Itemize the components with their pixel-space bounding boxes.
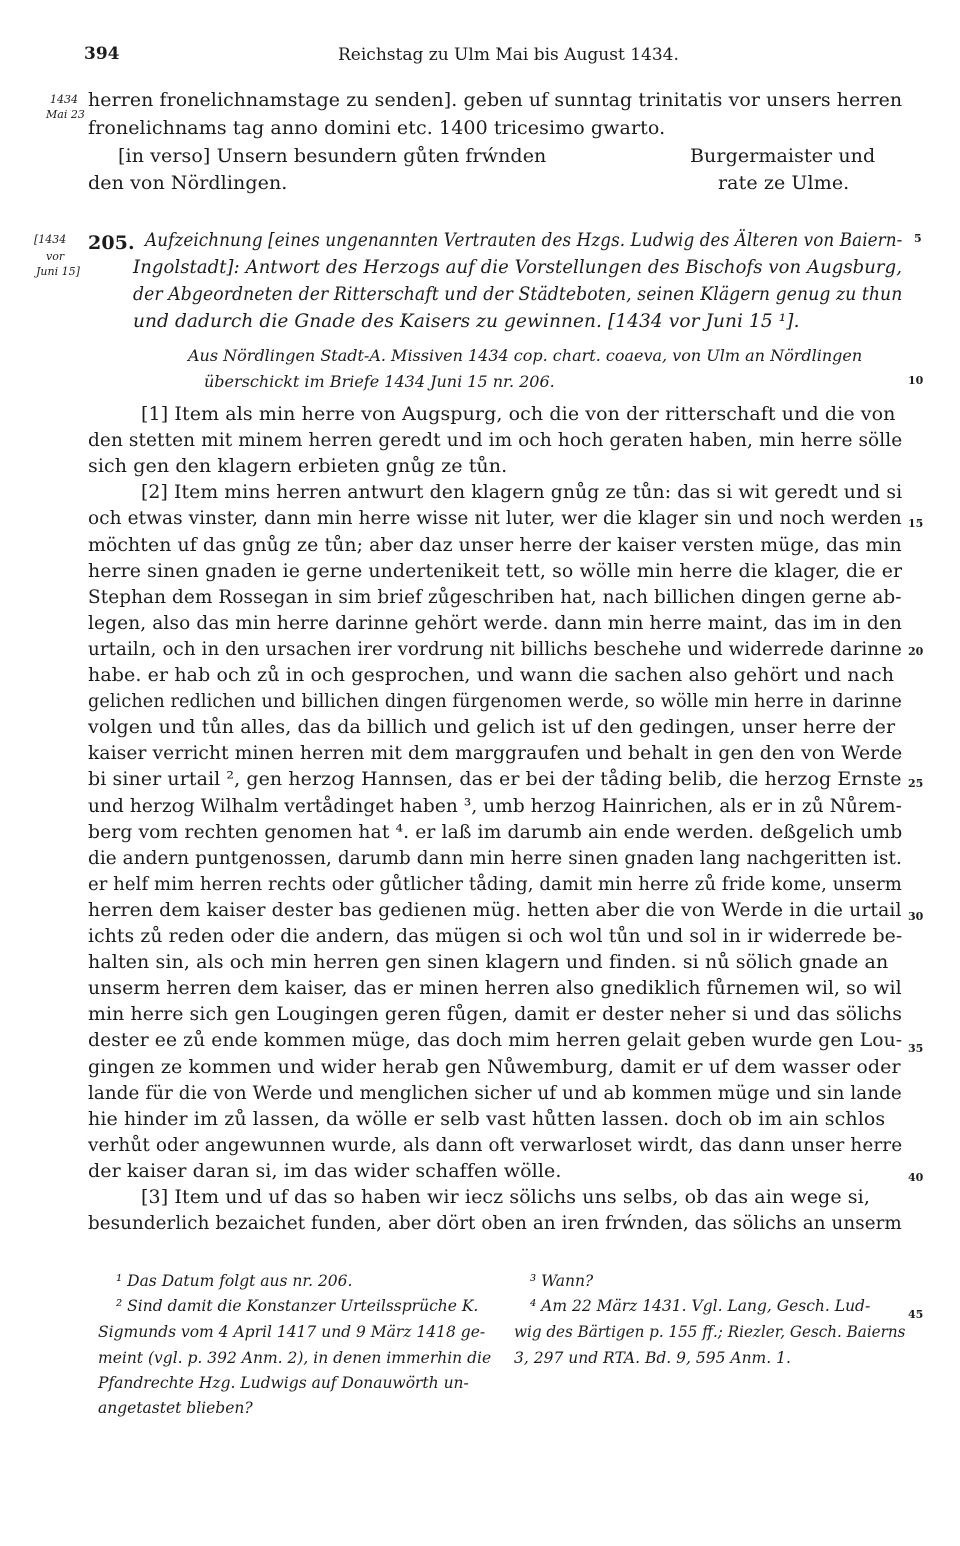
top-line-1: herren fronelichnamstage zu senden]. geben uf sunntag trinitatis vor unsers herren: [88, 89, 903, 111]
running-title: Reichstag zu Ulm Mai bis August 1434.: [338, 45, 679, 65]
line-number: 30: [908, 910, 924, 923]
doc-margin-year: [1434: [34, 233, 67, 246]
body-line: hie hinder im zů lassen, da wölle er selb vast hůtten lassen. doch ob im ain schlos: [88, 1108, 886, 1130]
body-line: verhůt oder angewunnen wurde, als dann oft verwarloset wirdt, das dann unser herre: [88, 1134, 903, 1156]
footnote-left-line: ² Sind damit die Konstanzer Urteilssprüche K.: [116, 1297, 479, 1315]
body-line: [3] Item und uf das so haben wir iecz sölichs uns selbs, ob das ain wege si,: [141, 1186, 870, 1208]
margin-date: Mai 23: [46, 108, 85, 121]
doc-margin-date: Juni 15]: [36, 265, 80, 278]
footnote-right-line: 3, 297 und RTA. Bd. 9, 595 Anm. 1.: [514, 1349, 791, 1367]
footnote-right-line: wig des Bärtigen p. 155 ff.; Riezler, Gesch. Baierns: [514, 1323, 906, 1341]
body-line: [1] Item als min herre von Augspurg, och die von der ritterschaft und die von: [141, 403, 896, 425]
body-line: ichts zů reden oder die andern, das mügen si och wol tůn und sol in ir widerrede be-: [88, 925, 903, 947]
address-line-2: den von Nördlingen.: [88, 172, 288, 194]
body-line: und herzog Wilhalm vertådinget haben ³, umb herzog Hainrichen, als er in zů Nůrem-: [88, 795, 902, 817]
body-line: berg vom rechten genomen hat ⁴. er laß im darumb ain ende werden. deßgelich umb: [88, 821, 903, 843]
body-line: herre sinen gnaden ie gerne undertenikeit tett, so wölle min herre die klager, die er: [88, 560, 903, 582]
footnote-left-line: ¹ Das Datum folgt aus nr. 206.: [116, 1272, 353, 1290]
body-line: urtailn, och in den ursachen irer vordrung nit billichs beschehe und widerrede darinne: [88, 638, 902, 660]
footnote-left-line: meint (vgl. p. 392 Anm. 2), in denen immerhin die: [98, 1349, 492, 1367]
line-number: 45: [908, 1308, 924, 1321]
body-line: halten sin, als och min herren gen sinen klagern und finden. si nů sölich gnade an: [88, 951, 889, 973]
line-number: 15: [908, 517, 924, 530]
body-line: lande für die von Werde und menglichen sicher uf und ab kommen müge und sin lande: [88, 1082, 902, 1104]
body-line: möchten uf das gnůg ze tůn; aber daz unser herre der kaiser versten müge, das min: [88, 534, 902, 556]
footnote-left-line: Pfandrechte Hzg. Ludwigs auf Donauwörth un-: [98, 1374, 469, 1392]
body-line: der kaiser daran si, im das wider schaffen wölle.: [88, 1160, 562, 1182]
body-line: unserm herren dem kaiser, das er minen herren also gnediklich fůrnemen wil, so wil: [88, 977, 902, 999]
body-line: kaiser verricht minen herren mit dem marggraufen und behalt in gen den von Werde: [88, 742, 903, 764]
body-line: er helf mim herren rechts oder gůtlicher tåding, damit min herre zů fride kome, unserm: [88, 873, 902, 895]
footnote-right-line: ³ Wann?: [530, 1272, 594, 1290]
body-line: Stephan dem Rossegan in sim brief zůgeschriben hat, nach billichen dingen gerne ab-: [88, 586, 902, 608]
line-number: 25: [908, 777, 924, 790]
footnote-left-line: angetastet blieben?: [98, 1399, 253, 1417]
body-line: och etwas vinster, dann min herre wisse nit luter, wer die klager sin und noch werden: [88, 507, 902, 529]
body-line: die andern puntgenossen, darumb dann min herre sinen gnaden lang nachgeritten ist.: [88, 847, 902, 869]
body-line: legen, also das min herre darinne gehört werde. dann min herre maint, das im in den: [88, 612, 902, 634]
footnote-right-line: ⁴ Am 22 März 1431. Vgl. Lang, Gesch. Lud-: [530, 1297, 871, 1315]
margin-year: 1434: [50, 93, 78, 106]
source-line-2: überschickt im Briefe 1434 Juni 15 nr. 206.: [204, 372, 555, 391]
body-line: min herre sich gen Lougingen geren fůgen, damit er dester neher si und das sölichs: [88, 1003, 903, 1025]
source-line-1: Aus Nördlingen Stadt-A. Missiven 1434 cop. chart. coaeva, von Ulm an Nördlingen: [188, 346, 863, 365]
document-title-4: und dadurch die Gnade des Kaisers zu gewinnen. [1434 vor Juni 15 ¹].: [133, 311, 800, 332]
body-line: habe. er hab och zů in och gesprochen, und wann die sachen also gehört und nach: [88, 664, 895, 686]
line-number: 5: [914, 232, 922, 245]
document-title-1: Aufzeichnung [eines ungenannten Vertrauten des Hzgs. Ludwig des Älteren von Baiern-: [145, 230, 903, 251]
doc-margin-vor: vor: [46, 250, 65, 263]
footnote-left-line: Sigmunds vom 4 April 1417 und 9 März 1418 ge-: [98, 1323, 486, 1341]
line-number: 35: [908, 1042, 924, 1055]
body-line: [2] Item mins herren antwurt den klagern gnůg ze tůn: das si wit geredt und si: [141, 481, 903, 503]
document-title-3: der Abgeordneten der Ritterschaft und der Städteboten, seinen Klägern genug zu thun: [133, 284, 903, 305]
body-line: volgen und tůn alles, das da billich und gelich ist uf den gedingen, unser herre der: [88, 716, 896, 738]
body-line: den stetten mit minem herren geredt und im och hoch geraten haben, min herre sölle: [88, 429, 903, 451]
body-line: sich gen den klagern erbieten gnůg ze tůn.: [88, 455, 508, 477]
body-line: gelichen redlichen und billichen dingen fürgenomen werde, so wölle min herre in darinne: [88, 690, 902, 712]
address-line-1: [in verso] Unsern besundern gůten frẃnden: [118, 145, 547, 167]
body-line: bi siner urtail ², gen herzog Hannsen, das er bei der tåding belib, die herzog Ernste: [88, 768, 902, 790]
body-line: dester ee zů ende kommen müge, das doch mim herren gelait geben wurde gen Lou-: [88, 1029, 903, 1051]
signature-line-2: rate ze Ulme.: [718, 172, 850, 194]
document-number: 205.: [88, 232, 135, 254]
body-line: herren dem kaiser dester bas gedienen müg. hetten aber die von Werde in die urtail: [88, 899, 902, 921]
top-line-2: fronelichnams tag anno domini etc. 1400 tricesimo gwarto.: [88, 117, 666, 139]
line-number: 10: [908, 374, 924, 387]
body-line: besunderlich bezaichet funden, aber dört oben an iren frẃnden, das sölichs an unserm: [88, 1212, 902, 1234]
line-number: 20: [908, 645, 924, 658]
document-title-2: Ingolstadt]: Antwort des Herzogs auf die Vorstellungen des Bischofs von Augsburg,: [133, 257, 903, 278]
body-line: gingen ze kommen und wider herab gen Nůwemburg, damit er uf dem wasser oder: [88, 1056, 901, 1078]
signature-line-1: Burgermaister und: [690, 145, 876, 167]
page-number: 394: [84, 44, 120, 64]
line-number: 40: [908, 1171, 924, 1184]
